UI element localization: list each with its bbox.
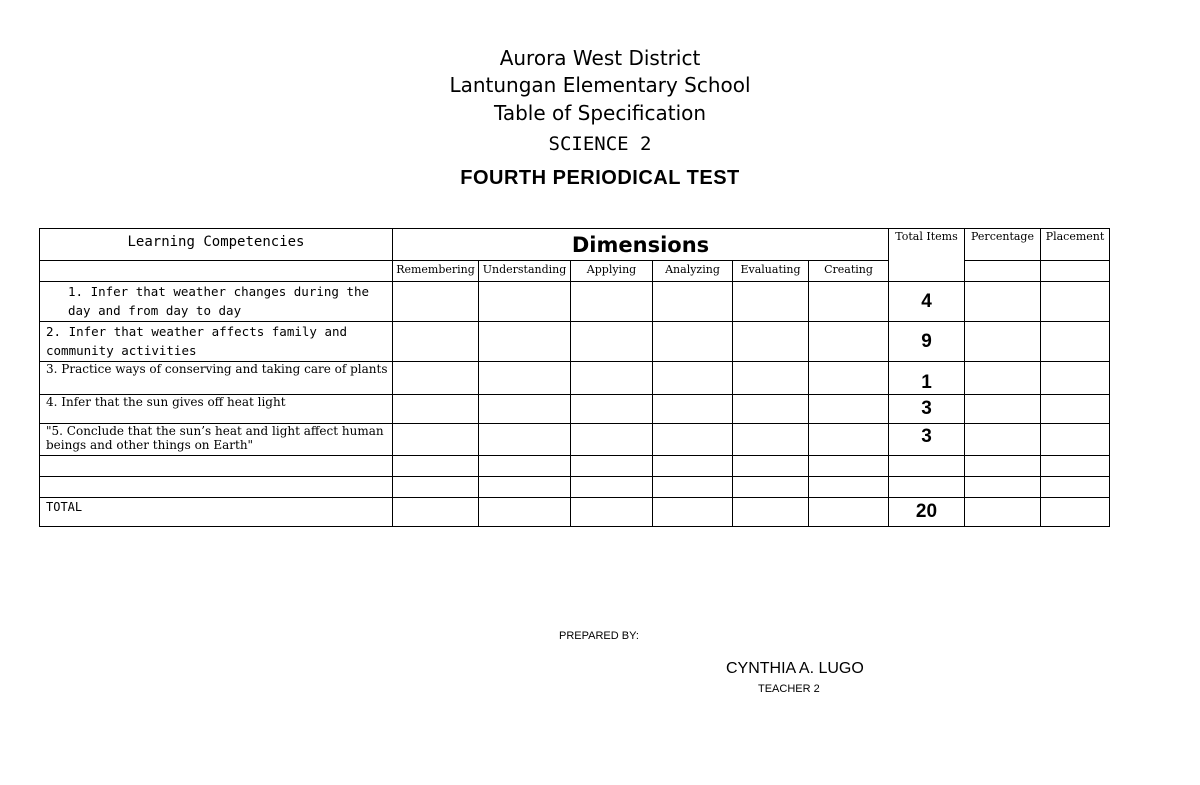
empty-cell [965,261,1041,282]
prepared-by-label: PREPARED BY: [559,630,639,642]
table-row [40,424,1110,456]
dimension-remembering: Remembering [393,261,479,282]
test-name: FOURTH PERIODICAL TEST [460,167,740,189]
empty-cell [40,261,393,282]
table-row [40,282,1110,322]
total-items-cell: 9 [889,322,965,362]
dimension-evaluating: Evaluating [733,261,809,282]
document-title: Table of Specification [493,101,707,125]
signatory-name: CYNTHIA A. LUGO [726,660,864,677]
dimension-applying: Applying [571,261,653,282]
specification-table [39,228,1110,527]
total-label: TOTAL [40,498,393,527]
total-row [40,498,1110,527]
signatory-position: TEACHER 2 [758,683,820,695]
dimension-analyzing: Analyzing [653,261,733,282]
competency-cell: 2. Infer that weather affects family and community activities [40,322,393,362]
district-name: Aurora West District [499,46,701,70]
school-name: Lantungan Elementary School [449,73,751,97]
table-row [40,456,1110,477]
competency-cell: "5. Conclude that the sun’s heat and light affect human beings and other things on Earth" [40,424,393,456]
dimension-creating: Creating [809,261,889,282]
total-items-cell: 3 [889,424,965,456]
empty-cell [1041,261,1110,282]
grand-total-cell: 20 [889,498,965,527]
competency-cell: 4. Infer that the sun gives off heat light [40,395,393,424]
table-row [40,477,1110,498]
competency-cell: 1. Infer that weather changes during the day and from day to day [40,282,393,322]
competency-cell: 3. Practice ways of conserving and taking care of plants [40,362,393,395]
table-row [40,322,1110,362]
learning-competencies-header: Learning Competencies [40,229,393,261]
total-items-header: Total Items [889,229,965,282]
dimensions-header: Dimensions [393,229,889,261]
placement-header: Placement [1041,229,1110,261]
percentage-header: Percentage [965,229,1041,261]
table-row [40,362,1110,395]
total-items-cell: 4 [889,282,965,322]
total-items-cell: 3 [889,395,965,424]
dimension-understanding: Understanding [479,261,571,282]
total-items-cell: 1 [889,362,965,395]
subject-name: SCIENCE 2 [548,133,652,155]
table-row [40,395,1110,424]
